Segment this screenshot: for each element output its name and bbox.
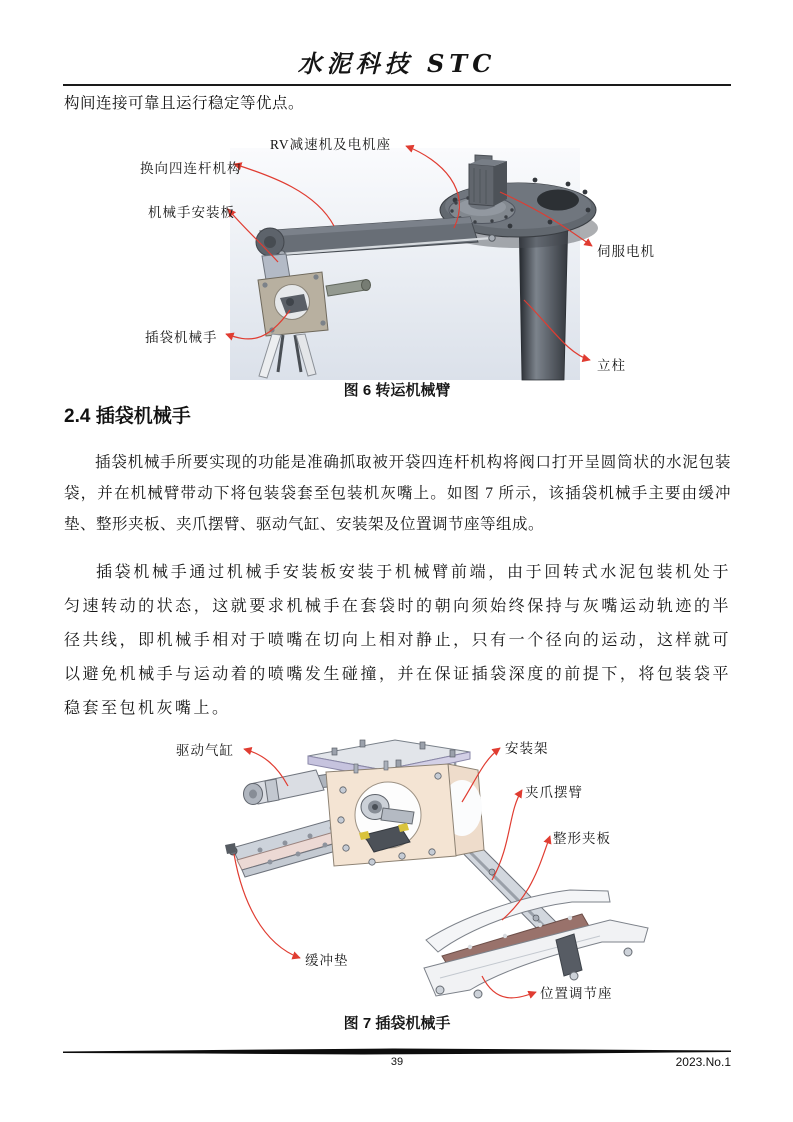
- figure7-label-mount-frame: 安装架: [505, 741, 549, 756]
- figure7-label-position-seat: 位置调节座: [540, 986, 613, 1001]
- figure7-label-buffer-pad: 缓冲垫: [305, 953, 349, 968]
- figure7-label-claw-arm: 夹爪摆臂: [525, 785, 583, 800]
- header-rule: [63, 84, 731, 86]
- figure6-label-servo: 伺服电机: [597, 244, 655, 259]
- footer-page-number: 39: [390, 1056, 404, 1068]
- figure7-label-shaping-plate: 整形夹板: [553, 831, 611, 846]
- figure7-bag-manipulator: [140, 728, 660, 1020]
- figure6-label-rv-reducer: RV减速机及电机座: [270, 137, 392, 152]
- figure6-label-four-bar: 换向四连杆机构: [140, 161, 242, 176]
- motor-part: [469, 155, 507, 206]
- paragraph-1: 插袋机械手所要实现的功能是准确抓取被开袋四连杆机构将阀口打开呈圆筒状的水泥包装袋，并在机械臂带动下将包装袋套至包装机灰嘴上。如图 7 所示，该插袋机械手主要由缓冲垫、整形夹板、夹爪摆臂、驱动气缸、安装架及位置调节座等组成。: [64, 453, 731, 533]
- journal-title: 水泥科技 STC: [297, 49, 497, 78]
- main-beige-plate-part: [326, 761, 484, 866]
- figure6-label-bag-hand: 插袋机械手: [145, 330, 218, 345]
- paragraph-2: 插袋机械手通过机械手安装板安装于机械臂前端，由于回转式水泥包装机处于匀速转动的状态，这就要求机械手在套袋时的朝向须始终保持与灰嘴运动轨迹的半径共线，即机械手相对于喷嘴在切向上相对静止，只有一个径向的运动，这样就可以避免机械手与运动着的喷嘴发生碰撞，并在保证插袋深度的前提下，将包装袋平稳套至包机灰嘴上。: [64, 564, 731, 717]
- intro-line: 构间连接可靠且运行稳定等优点。: [64, 95, 305, 112]
- figure6-caption: 图 6 转运机械臂: [343, 382, 451, 399]
- figure7-caption: 图 7 插袋机械手: [343, 1015, 451, 1032]
- figure7-label-cylinder: 驱动气缸: [176, 743, 234, 758]
- figure7-cad-drawing: [140, 728, 660, 1020]
- figure6-label-column: 立柱: [597, 358, 626, 373]
- drive-cylinder-part: [244, 770, 338, 805]
- section-heading: 2.4 插袋机械手: [64, 406, 191, 427]
- footer-issue: 2023.No.1: [675, 1055, 731, 1069]
- figure6-label-mount-plate: 机械手安装板: [148, 205, 235, 220]
- figure6-transfer-arm: [120, 130, 665, 382]
